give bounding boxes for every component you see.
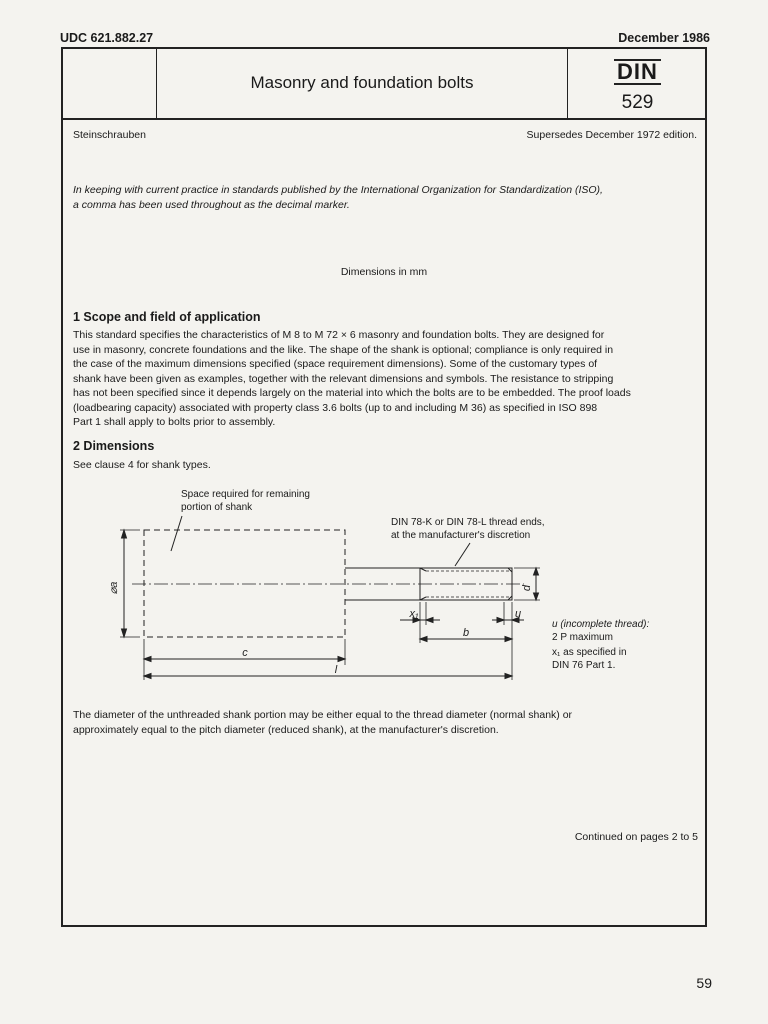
german-title: Steinschrauben	[73, 129, 146, 141]
note-line: a comma has been used throughout as the decimal marker.	[73, 199, 350, 211]
label-line: 2 P maximum	[552, 632, 613, 643]
label-line: portion of shank	[181, 502, 253, 513]
body-line: use in masonry, concrete foundations and the like. The shape of the shank is optional; compliance is only required in	[73, 343, 614, 356]
section-1-heading: 1 Scope and field of application	[73, 310, 261, 324]
dim-u-text: u	[514, 608, 522, 620]
shank-diameter-note	[73, 708, 572, 737]
supersedes-note: Supersedes December 1972 edition.	[526, 129, 697, 141]
dim-x1-text: x₁	[409, 608, 419, 620]
label-line: DIN 76 Part 1.	[552, 660, 616, 671]
body-line: The diameter of the unthreaded shank portion may be either equal to the thread diameter (normal shank) or	[73, 709, 573, 721]
label-line: u (incomplete thread):	[552, 619, 650, 630]
body-line: has not been specified since it depends largely on the material into which the bolts are to be embedded. The proof loads	[73, 387, 631, 399]
issue-date: December 1986	[618, 31, 710, 45]
label-line: Space required for remaining	[181, 489, 310, 500]
udc-number: UDC 621.882.27	[60, 31, 154, 45]
dim-b-text: b	[462, 627, 470, 639]
body-line: (loadbearing capacity) associated with property class 3.6 bolts (up to and including M 36) as specified in ISO 898	[73, 401, 598, 414]
continued-note: Continued on pages 2 to 5	[574, 831, 698, 843]
body-line: approximately equal to the pitch diameter (reduced shank), at the manufacturer's discretion.	[73, 723, 499, 736]
document-title: Masonry and foundation bolts	[250, 72, 474, 92]
body-line: the case of the maximum dimensions specified (space requirement dimensions). Some of the customary types of	[73, 358, 598, 370]
thread-ends-leader	[455, 543, 470, 566]
dim-d-text: d	[521, 584, 533, 592]
space-requirement-outline	[144, 530, 345, 637]
section-2-subtext: See clause 4 for shank types.	[73, 459, 211, 471]
page-number: 59	[696, 975, 712, 991]
din-number: 529	[621, 92, 654, 113]
section-2-heading: 2 Dimensions	[73, 439, 155, 453]
label-line: DIN 78-K or DIN 78-L thread ends,	[391, 517, 545, 528]
body-line: This standard specifies the characteristics of M 8 to M 72 × 6 masonry and foundation bolts. They are designed for	[73, 329, 605, 341]
label-line: x₁ as specified in	[552, 647, 627, 658]
note-line: In keeping with current practice in standards published by the International Organization for Standardization (ISO),	[73, 184, 603, 196]
body-line: Part 1 shall apply to bolts prior to assembly.	[73, 416, 276, 428]
dim-a-text: ⌀a	[108, 581, 120, 595]
label-line: at the manufacturer's discretion	[391, 530, 531, 541]
dimensions-note: Dimensions in mm	[340, 266, 428, 278]
dim-c-text: c	[242, 647, 248, 659]
body-line: shank have been given as examples, together with the relevant dimensions and symbols. The resistance to stripping	[73, 372, 614, 385]
din-logo: DIN	[614, 59, 661, 85]
space-leader-line	[171, 516, 182, 551]
dim-l-text: l	[334, 664, 338, 676]
